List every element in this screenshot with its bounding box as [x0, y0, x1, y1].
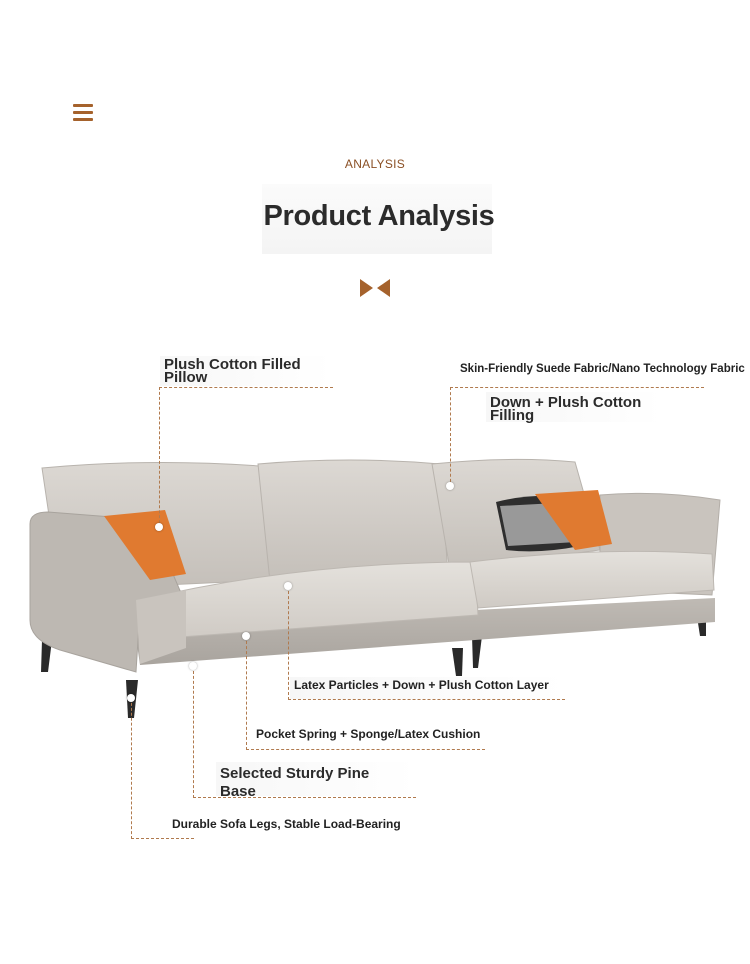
label-fabric: Skin-Friendly Suede Fabric/Nano Technology Fabric — [460, 363, 745, 375]
hotspot-fabric — [446, 482, 454, 490]
menu-button[interactable] — [73, 104, 93, 122]
hotspot-pillow — [155, 523, 163, 531]
label-legs: Durable Sofa Legs, Stable Load-Bearing — [172, 817, 401, 831]
label-base-line2: Base — [220, 783, 256, 800]
label-cushion: Pocket Spring + Sponge/Latex Cushion — [256, 727, 481, 741]
leader-line-pillow — [159, 387, 333, 528]
hotspot-base — [189, 662, 197, 670]
leader-line-base — [193, 666, 416, 798]
label-pillow-line2: Pillow — [164, 369, 208, 386]
hotspot-legs — [127, 694, 135, 702]
label-filling-line1: Down + Plush Cotton — [490, 394, 642, 411]
hotspot-latex — [284, 582, 292, 590]
section-eyebrow: ANALYSIS — [344, 157, 406, 171]
label-base-line1: Selected Sturdy Pine — [220, 765, 370, 782]
menu-bar — [73, 111, 93, 114]
label-pillow-line1: Plush Cotton Filled — [164, 356, 301, 373]
label-pillow — [164, 358, 301, 384]
menu-bar — [73, 118, 93, 121]
label-filling-line2: Filling — [490, 407, 535, 424]
page-title: Product Analysis — [263, 200, 495, 232]
label-latex: Latex Particles + Down + Plush Cotton Layer — [294, 678, 549, 692]
menu-bar — [73, 104, 93, 107]
bowtie-divider-icon — [359, 279, 391, 297]
hotspot-cushion — [242, 632, 250, 640]
leader-line-legs — [131, 698, 194, 839]
label-filling — [490, 396, 641, 422]
